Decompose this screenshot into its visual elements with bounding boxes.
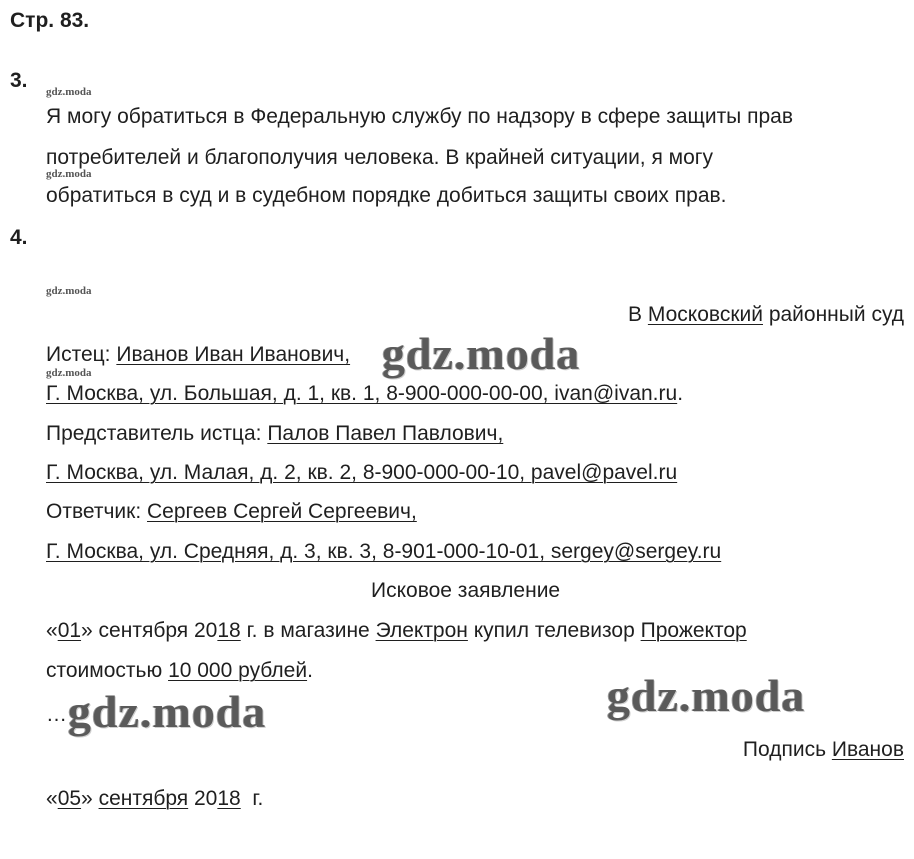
defendant-address-line [46,539,721,565]
date-close-quote: » [81,787,99,810]
plaintiff-line [46,342,350,368]
date-end: г. [240,787,264,810]
representative-name: Палов Павел Павлович, [267,422,504,445]
date-day: 05 [57,787,82,810]
purchase-open-quote: « [46,619,58,642]
task3-number: 3. [10,69,28,92]
ellipsis: … [46,703,67,726]
representative-address-line [46,460,677,486]
defendant-address: Г. Москва, ул. Средняя, д. 3, кв. 3, 8-901-000-10-01, sergey@sergey.ru [46,540,722,563]
court-prefix: В [628,303,648,326]
date-year: 18 [217,787,241,810]
watermark-large: gdz.moda [68,686,267,737]
plaintiff-name: Иванов Иван Иванович, [116,343,351,366]
plaintiff-address-end: . [677,382,684,405]
page-header: Стр. 83. [10,9,90,32]
purchase-day: 01 [57,619,82,642]
watermark-small: gdz.moda [46,168,92,180]
watermark-large: gdz.moda [382,328,581,379]
purchase-store: Электрон [375,619,468,642]
date-line [46,786,263,812]
representative-line [46,421,503,447]
defendant-label: Ответчик: [46,500,148,523]
price-end: . [307,659,313,682]
purchase-year: 18 [217,619,241,642]
plaintiff-address-line [46,381,683,407]
signature-name: Иванов [831,738,904,761]
purchase-text-3: купил телевизор [467,619,641,642]
signature-label: Подпись [742,738,832,761]
court-line [628,302,904,328]
task3-line-3: обратиться в суд и в судебном порядке добиться защиты своих прав. [46,184,727,207]
plaintiff-label: Истец: [46,343,117,366]
date-open-quote: « [46,787,58,810]
price-value: 10 000 рублей [168,659,308,682]
court-name: Московский [647,303,763,326]
task3-line-1: Я могу обратиться в Федеральную службу по надзору в сфере защиты прав [46,105,793,128]
watermark-large: gdz.moda [607,670,806,721]
defendant-line [46,499,417,525]
task3-line-2: потребителей и благополучия человека. В крайней ситуации, я могу [46,146,713,169]
representative-label: Представитель истца: [46,422,268,445]
purchase-product: Прожектор [640,619,747,642]
task4-number: 4. [10,226,28,249]
date-month: сентября [98,787,189,810]
date-century: 20 [188,787,218,810]
price-line [46,658,313,684]
court-suffix: районный суд [762,303,904,326]
representative-address: Г. Москва, ул. Малая, д. 2, кв. 2, 8-900-000-00-10, pavel@pavel.ru [46,461,678,484]
purchase-line [46,618,747,644]
price-label: стоимостью [46,659,169,682]
claim-title: Исковое заявление [371,579,561,602]
watermark-small: gdz.moda [46,86,92,98]
watermark-small: gdz.moda [46,367,92,379]
purchase-text-1: » сентября 20 [81,619,218,642]
signature-line [743,737,904,763]
purchase-text-2: г. в магазине [240,619,376,642]
defendant-name: Сергеев Сергей Сергеевич, [147,500,417,523]
watermark-small: gdz.moda [46,285,92,297]
plaintiff-address: Г. Москва, ул. Большая, д. 1, кв. 1, 8-900-000-00-00, ivan@ivan.ru [46,382,678,405]
